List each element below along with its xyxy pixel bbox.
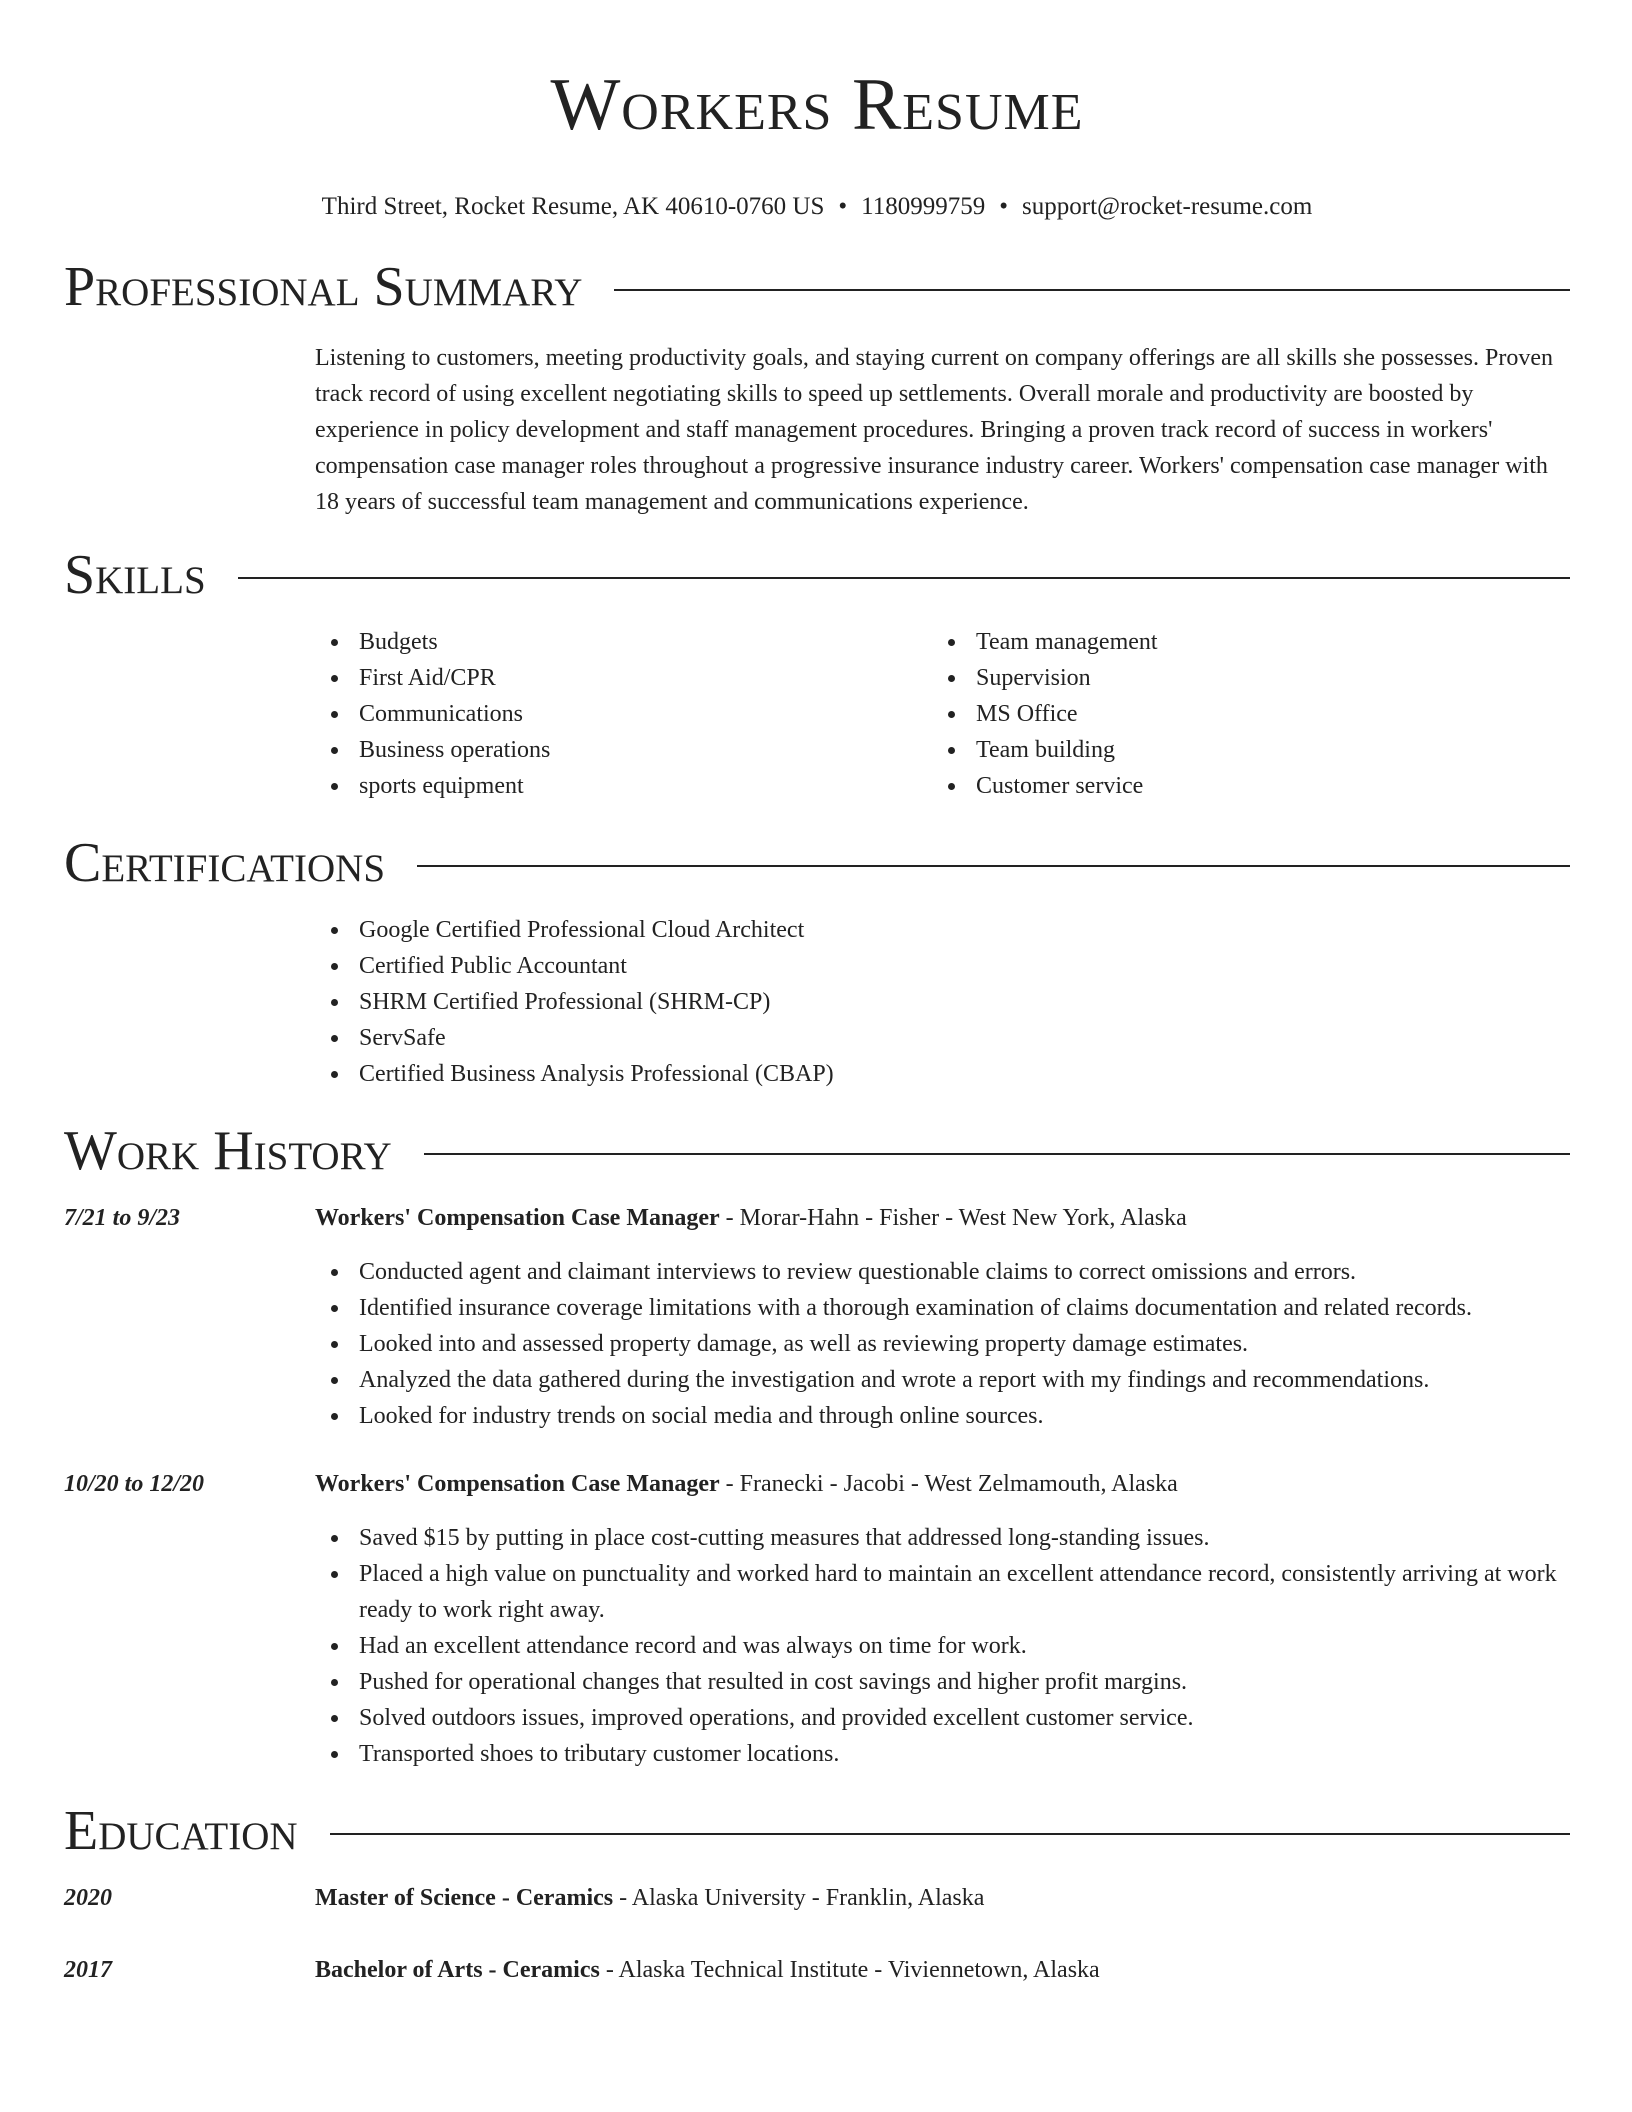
certification-item: Certified Public Accountant [315,948,1570,984]
summary-text: Listening to customers, meeting productivity goals, and staying current on company offerings are all skills she possesses. Proven track record of using excellent negotiating skills to speed up settlements. Overall morale and productivity are boosted by experience in policy development and staff management procedures. Bringing a proven track record of success in workers' compensation case manager roles throughout a progressive insurance industry career. Workers' compensation case manager with 18 years of successful team management and communications experience. [315,345,1553,515]
job-bullets [315,1254,1570,1434]
resume-page [64,60,1570,1988]
skills-section [64,540,1570,804]
skill-item: Customer service [932,768,1549,804]
job-dates: 10/20 to 12/20 [64,1471,205,1497]
skill-item: Team management [932,624,1549,660]
contact-address: Third Street, Rocket Resume, AK 40610-0760 US [321,193,825,220]
section-title: Professional Summary [64,256,583,318]
job-role: Workers' Compensation Case Manager [315,1471,720,1497]
skill-item: Team building [932,732,1549,768]
education-year: 2017 [64,1957,112,1983]
certification-item: ServSafe [315,1020,1570,1056]
job-entry [64,1466,1570,1772]
education-degree: Bachelor of Arts - Ceramics [315,1957,600,1983]
summary-heading [64,252,1570,322]
job-details: - Morar-Hahn - Fisher - West New York, Alaska [719,1205,1187,1231]
contact-line [64,192,1570,222]
section-divider [424,1153,1570,1155]
job-bullet: Looked for industry trends on social media and through online sources. [315,1398,1570,1434]
skill-item: Budgets [315,624,932,660]
job-details: - Franecki - Jacobi - West Zelmamouth, Alaska [719,1471,1178,1497]
certifications-section [64,828,1570,1092]
section-divider [417,865,1570,867]
education-section [64,1796,1570,1988]
job-bullet: Pushed for operational changes that resulted in cost savings and higher profit margins. [315,1664,1570,1700]
job-entry [64,1200,1570,1434]
job-bullet: Placed a high value on punctuality and worked hard to maintain an excellent attendance record, consistently arriving at work ready to work right away. [315,1556,1570,1628]
section-title: Education [64,1800,298,1862]
job-dates: 7/21 to 9/23 [64,1205,181,1231]
skill-item: First Aid/CPR [315,660,932,696]
certification-item: Certified Business Analysis Professional (CBAP) [315,1056,1570,1092]
skill-item: sports equipment [315,768,932,804]
skills-list-right [932,624,1549,804]
job-bullet: Conducted agent and claimant interviews to review questionable claims to correct omissions and errors. [315,1254,1570,1290]
education-entry [64,1880,1570,1916]
education-year: 2020 [64,1885,112,1911]
section-divider [614,289,1570,291]
certification-item: Google Certified Professional Cloud Architect [315,912,1570,948]
skill-item: Supervision [932,660,1549,696]
job-bullet: Solved outdoors issues, improved operations, and provided excellent customer service. [315,1700,1570,1736]
skills-list-left [315,624,932,804]
job-title-line [315,1466,1570,1502]
contact-separator: • [838,193,848,220]
education-title-line [315,1952,1570,1988]
job-title-line [315,1200,1570,1236]
job-bullet: Saved $15 by putting in place cost-cutting measures that addressed long-standing issues. [315,1520,1570,1556]
job-bullet: Had an excellent attendance record and was always on time for work. [315,1628,1570,1664]
education-body [315,1952,1570,1988]
education-title-line [315,1880,1570,1916]
education-degree: Master of Science - Ceramics [315,1885,614,1911]
section-title: Skills [64,544,206,606]
education-heading [64,1796,1570,1866]
skills-grid [315,624,1570,804]
work-history-section [64,1116,1570,1772]
job-bullet: Looked into and assessed property damage, as well as reviewing property damage estimates. [315,1326,1570,1362]
education-body [315,1880,1570,1916]
contact-email: support@rocket-resume.com [1022,193,1313,220]
contact-separator: • [999,193,1009,220]
job-bullet: Analyzed the data gathered during the investigation and wrote a report with my findings and recommendations. [315,1362,1570,1398]
skills-heading [64,540,1570,610]
skill-item: Business operations [315,732,932,768]
work-history-heading [64,1116,1570,1186]
job-bullet: Identified insurance coverage limitations with a thorough examination of claims documentation and related records. [315,1290,1570,1326]
education-entry [64,1952,1570,1988]
certifications-list [315,912,1570,1092]
section-divider [238,577,1570,579]
resume-name: Workers Resume [550,64,1084,146]
job-role: Workers' Compensation Case Manager [315,1205,720,1231]
contact-phone: 1180999759 [861,193,986,220]
job-body [315,1466,1570,1772]
job-bullet: Transported shoes to tributary customer locations. [315,1736,1570,1772]
skill-item: Communications [315,696,932,732]
skill-item: MS Office [932,696,1549,732]
section-title: Work History [64,1120,392,1182]
summary-section [64,252,1570,520]
job-body [315,1200,1570,1434]
job-bullets [315,1520,1570,1772]
section-divider [330,1833,1570,1835]
certifications-heading [64,828,1570,898]
section-title: Certifications [64,832,386,894]
education-details: - Alaska University - Franklin, Alaska [613,1885,985,1911]
certification-item: SHRM Certified Professional (SHRM-CP) [315,984,1570,1020]
education-details: - Alaska Technical Institute - Viviennetown, Alaska [599,1957,1100,1983]
